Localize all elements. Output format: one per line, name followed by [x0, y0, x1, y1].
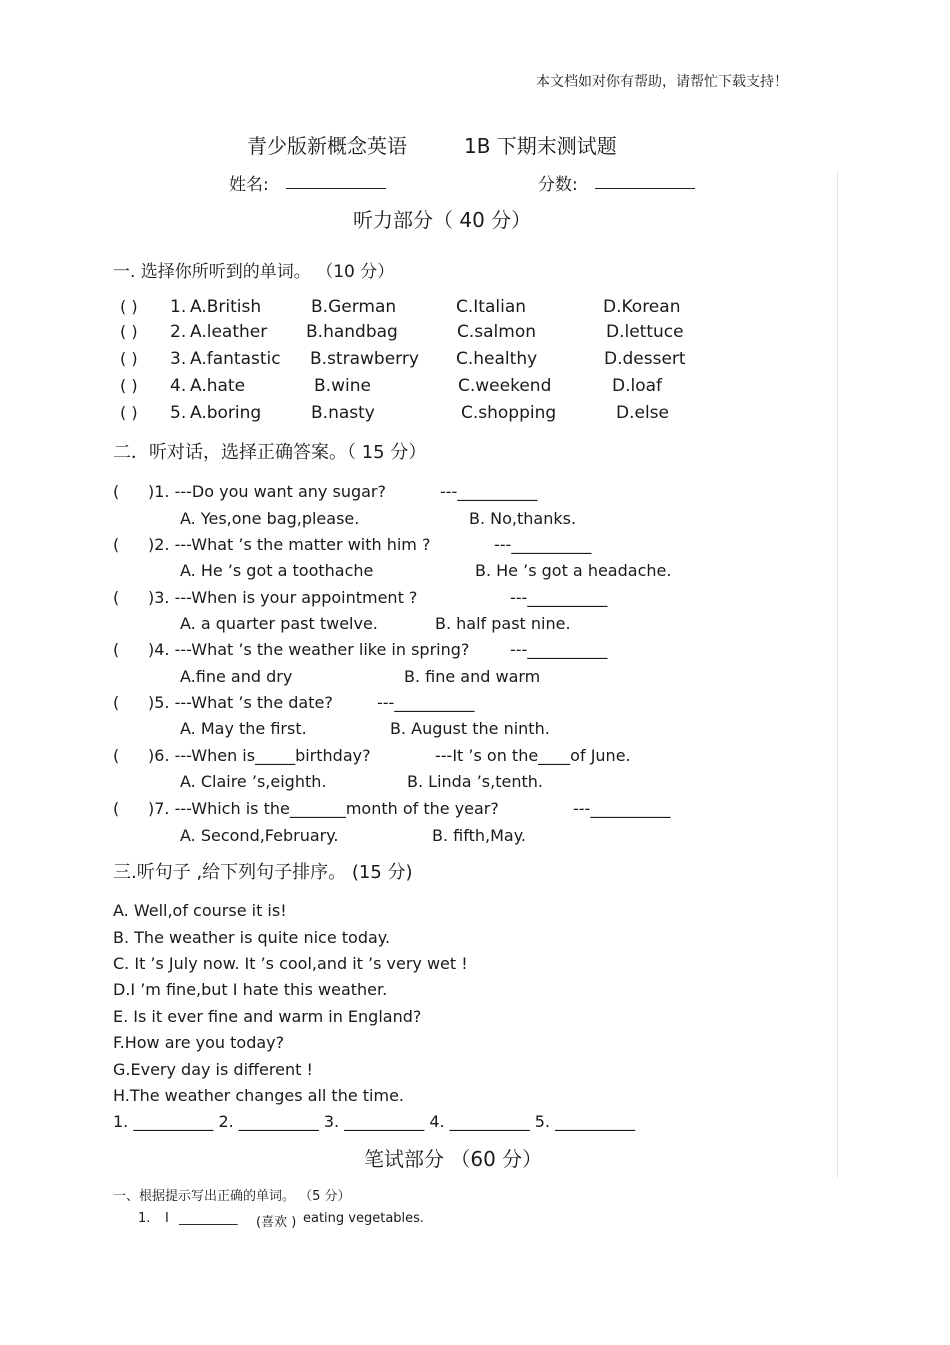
answer-bracket[interactable]: (: [113, 588, 120, 607]
answer-bracket[interactable]: ( ): [120, 297, 138, 316]
option-d: D.else: [616, 403, 669, 423]
dialogue-question: )2. ---What ’s the matter with him ?: [148, 535, 431, 554]
option-a: A.British: [190, 297, 262, 317]
sentence-item: H.The weather changes all the time.: [113, 1086, 404, 1105]
part1-heading: 一. 选择你所听到的单词。 （10 分）: [113, 262, 395, 282]
item-number: 5.: [170, 403, 187, 423]
option-b: B. August the ninth.: [390, 719, 550, 738]
answer-bracket[interactable]: (: [113, 799, 120, 818]
item-number: 4.: [170, 376, 187, 396]
answer-bracket[interactable]: ( ): [120, 403, 138, 422]
score-label: 分数:: [538, 175, 578, 195]
option-a: A.boring: [190, 403, 262, 423]
dialogue-question: )1. ---Do you want any sugar?: [148, 482, 386, 501]
option-d: D.Korean: [603, 297, 681, 317]
option-b: B. No,thanks.: [469, 509, 577, 528]
dialogue-reply: ---__________: [377, 693, 475, 712]
dialogue-reply: ---__________: [494, 535, 592, 554]
name-blank[interactable]: [286, 172, 386, 189]
answer-bracket[interactable]: ( ): [120, 349, 138, 368]
dialogue-question: )3. ---When is your appointment ?: [148, 588, 418, 607]
option-c: C.salmon: [457, 322, 537, 342]
item-number: 1.: [138, 1211, 151, 1226]
dialogue-question: )7. ---Which is the_______month of the year?: [148, 799, 499, 818]
sentence-item: D.I ’m fine,but I hate this weather.: [113, 980, 388, 999]
dialogue-question: )6. ---When is_____birthday?: [148, 746, 371, 765]
option-b: B.German: [311, 297, 397, 317]
option-b: B. fifth,May.: [432, 826, 526, 845]
option-b: B. Linda ’s,tenth.: [407, 772, 543, 791]
word-hint: (喜欢 ): [256, 1215, 297, 1230]
option-b: B. He ’s got a headache.: [475, 561, 672, 580]
option-b: B.handbag: [306, 322, 398, 342]
dialogue-reply: ---__________: [510, 588, 608, 607]
sentence-item: F.How are you today?: [113, 1033, 285, 1052]
item-number: 3.: [170, 349, 187, 369]
option-a: A.fantastic: [190, 349, 281, 369]
option-c: C.healthy: [456, 349, 538, 369]
page-title-main: 青少版新概念英语: [247, 134, 407, 158]
answer-bracket[interactable]: ( ): [120, 376, 138, 395]
page-title-sub: 1B 下期末测试题: [464, 134, 617, 158]
option-b: B. half past nine.: [435, 614, 571, 633]
part2-heading: 二．听对话，选择正确答案。（ 15 分）: [113, 442, 427, 463]
option-a: A. a quarter past twelve.: [180, 614, 378, 633]
sentence-item: E. Is it ever fine and warm in England?: [113, 1007, 422, 1026]
option-a: A. May the first.: [180, 719, 307, 738]
option-b: B. fine and warm: [404, 667, 541, 686]
option-c: C.shopping: [461, 403, 557, 423]
part3-heading: 三.听句子 ,给下列句子排序。 (15 分): [113, 862, 413, 883]
option-a: A. He ’s got a toothache: [180, 561, 374, 580]
dialogue-question: )5. ---What ’s the date?: [148, 693, 333, 712]
option-a: A.hate: [190, 376, 246, 396]
sentence-item: G.Every day is different !: [113, 1060, 313, 1079]
option-a: A. Claire ’s,eighth.: [180, 772, 327, 791]
page-edge-line: [837, 170, 838, 1178]
option-a: A. Yes,one bag,please.: [180, 509, 360, 528]
answer-bracket[interactable]: (: [113, 535, 120, 554]
item-number: 2.: [170, 322, 187, 342]
dialogue-reply: ---__________: [440, 482, 538, 501]
dialogue-reply: ---__________: [510, 640, 608, 659]
listening-heading: 听力部分（ 40 分）: [353, 208, 532, 232]
name-label: 姓名:: [229, 175, 269, 195]
answer-bracket[interactable]: (: [113, 640, 120, 659]
option-b: B.strawberry: [310, 349, 419, 369]
sentence-item: B. The weather is quite nice today.: [113, 928, 391, 947]
writing-part1-heading: 一、根据提示写出正确的单词。 （5 分）: [113, 1189, 351, 1204]
dialogue-reply: ---__________: [573, 799, 671, 818]
sentence-item: A. Well,of course it is!: [113, 901, 287, 920]
answer-bracket[interactable]: (: [113, 482, 120, 501]
answer-blank[interactable]: _________: [179, 1211, 238, 1226]
answer-bracket[interactable]: ( ): [120, 322, 138, 341]
dialogue-reply: ---It ’s on the____of June.: [435, 746, 631, 765]
option-c: C.weekend: [458, 376, 552, 396]
sentence-end: eating vegetables.: [303, 1211, 425, 1226]
sentence-start: I: [165, 1211, 169, 1226]
option-a: A.leather: [190, 322, 268, 342]
answer-bracket[interactable]: (: [113, 693, 120, 712]
dialogue-question: )4. ---What ’s the weather like in spring?: [148, 640, 470, 659]
option-d: D.loaf: [612, 376, 663, 396]
option-b: B.nasty: [311, 403, 375, 423]
writing-heading: 笔试部分 （60 分）: [364, 1147, 543, 1171]
item-number: 1.: [170, 297, 187, 317]
option-b: B.wine: [314, 376, 371, 396]
header-note: 本文档如对你有帮助，请帮忙下载支持！: [536, 74, 788, 90]
option-c: C.Italian: [456, 297, 527, 317]
option-a: A. Second,February.: [180, 826, 339, 845]
order-answer-line[interactable]: 1. __________ 2. __________ 3. __________ 4. __________ 5. __________: [113, 1112, 636, 1131]
score-blank[interactable]: [595, 172, 695, 189]
option-d: D.dessert: [604, 349, 686, 369]
answer-bracket[interactable]: (: [113, 746, 120, 765]
sentence-item: C. It ’s July now. It ’s cool,and it ’s very wet !: [113, 954, 468, 973]
option-a: A.fine and dry: [180, 667, 293, 686]
option-d: D.lettuce: [606, 322, 684, 342]
